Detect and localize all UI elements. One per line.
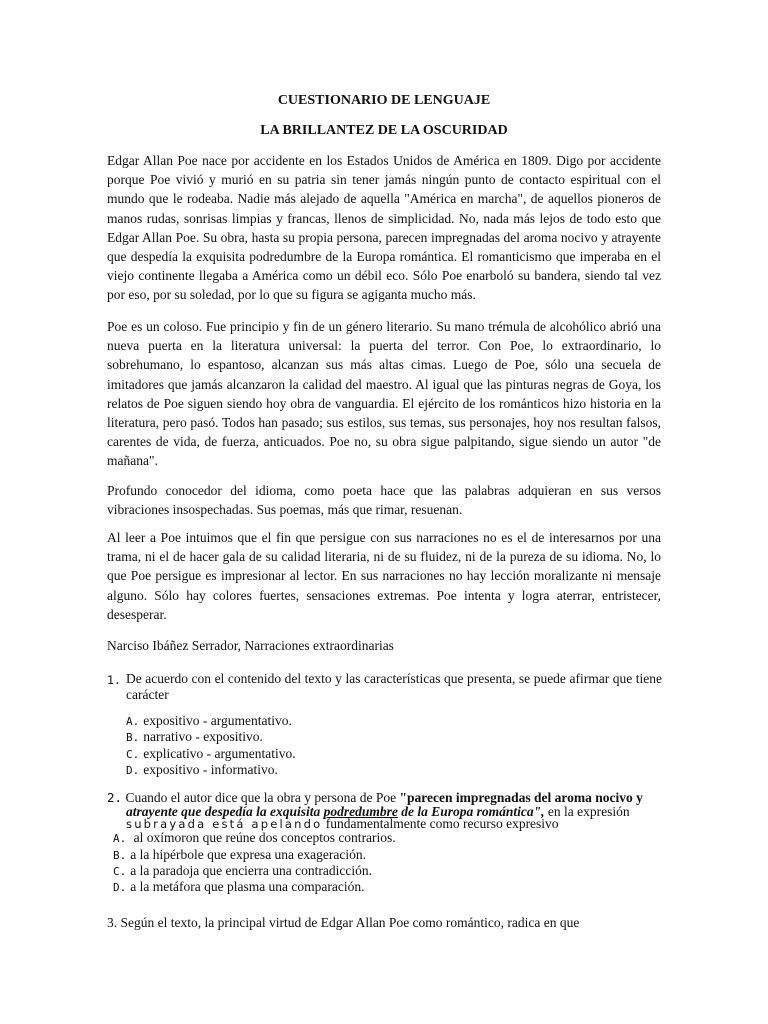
question-2-option-a [113,830,396,847]
question-1-number: 1. [107,673,121,687]
question-2-spaced-text: subrayada está apelando [126,817,323,831]
question-1-option-a [126,713,292,730]
option-letter: D. [113,881,127,894]
question-3-number: 3. [107,915,118,930]
option-letter: C. [126,748,140,761]
question-2-intro: Cuando el autor dice que la obra y persona de Poe [125,790,400,805]
paragraph-3: Profundo conocedor del idioma, como poeta hace que las palabras adquieran en sus versos vibraciones insospechadas. Sus poemas, más que rimar, resuenan. [107,483,661,518]
option-letter: D. [126,764,140,777]
paragraph-4: Al leer a Poe intuimos que el fin que persigue con sus narraciones no es el de interesarnos por una trama, ni el de hacer gala de su calidad literaria, ni de su fluidez, ni de la pureza de su idioma. No, lo que Poe persigue es impresionar al lector. En sus narraciones no hay lección moralizante ni mensaje alguno. Sólo hay colores fuertes, sensaciones extremas. Poe intenta y logra aterrar, entristecer, desesperar. [107,530,661,622]
option-text: explicativo - argumentativo. [143,746,296,761]
option-letter: C. [113,865,127,878]
question-2-line3-rest: fundamentalmente como recurso expresivo [322,816,559,831]
question-2-option-d [113,879,365,896]
option-letter: B. [113,849,127,862]
question-2-after-quote: en la expresión [544,804,630,819]
option-letter: B. [126,731,140,744]
question-2-option-c [113,863,372,880]
question-2-text [107,791,667,831]
question-3-text: Según el texto, la principal virtud de Edgar Allan Poe como romántico, radica en que [120,915,580,930]
paragraph-2: Poe es un coloso. Fue principio y fin de un género literario. Su mano trémula de alcohólico abrió una nueva puerta en la literatura universal: la puerta del terror. Con Poe, lo extraordinario, lo sobrehumano, lo espantoso, alcanzan sus más altas cimas. Luego de Poe, sólo una secuela de imitadores que jamás alcanzaron la calidad del maestro. Al igual que las pinturas negras de Goya, los relatos de Poe siguen siendo hoy obra de vanguardia. El ejército de los románticos hizo historia en la literatura, pero pasó. Todos han pasado; sus estilos, sus temas, sus personajes, hoy nos resultan falsos, carentes de vida, de fuerza, anticuados. Poe no, su obra sigue palpitando, sigue siendo un autor "de mañana". [107,319,661,469]
question-2-number: 2. [107,790,123,805]
question-1-option-b [126,729,263,746]
question-3 [107,915,579,931]
question-1-option-d [126,762,278,779]
question-2-option-b [113,847,366,864]
option-text: al oxímoron que reúne dos conceptos contrarios. [130,830,396,845]
option-text: a la metáfora que plasma una comparación. [130,879,365,894]
option-text: a la hipérbole que expresa una exageración. [130,847,367,862]
document-subtitle: LA BRILLANTEZ DE LA OSCURIDAD [260,123,508,138]
document-title: CUESTIONARIO DE LENGUAJE [277,93,491,108]
question-1-option-c [126,746,296,763]
option-text: expositivo - argumentativo. [143,713,292,728]
option-letter: A. [126,715,140,728]
option-letter: A. [113,832,127,845]
option-text: expositivo - informativo. [143,762,278,777]
option-text: narrativo - expositivo. [143,729,263,744]
paragraph-1: Edgar Allan Poe nace por accidente en los Estados Unidos de América en 1809. Digo por accidente porque Poe vivió y murió en su patria sin tener jamás ningún punto de contacto espiritual con el mundo que le rodeaba. Nadie más alejado de aquella "América en marcha", de aquellos pioneros de manos rudas, sonrisas limpias y francas, llenos de simplicidad. No, nada más lejos de todo esto que Edgar Allan Poe. Su obra, hasta su propia persona, parecen impregnadas del aroma nocivo y atrayente que despedía la exquisita podredumbre de la Europa romántica. El romanticismo que imperaba en el viejo continente llegaba a América como un débil eco. Sólo Poe enarboló su bandera, siendo tal vez por eso, por su soledad, por lo que su figura se agiganta mucho más. [107,153,661,303]
question-1-text: De acuerdo con el contenido del texto y las características que presenta, se puede afirmar que tiene carácter [126,671,662,702]
option-text: a la paradoja que encierra una contradicción. [130,863,372,878]
question-2-quote-line2a: atrayente que despedía la exquisita [126,804,324,819]
source-citation: Narciso Ibáñez Serrador, Narraciones extraordinarias [107,638,394,653]
question-2-quote-underlined: podredumbre [323,804,398,819]
question-2-quote-line2b: de la Europa romántica", [397,804,545,819]
question-2-quote-line1: "parecen impregnadas del aroma nocivo y [399,790,643,805]
